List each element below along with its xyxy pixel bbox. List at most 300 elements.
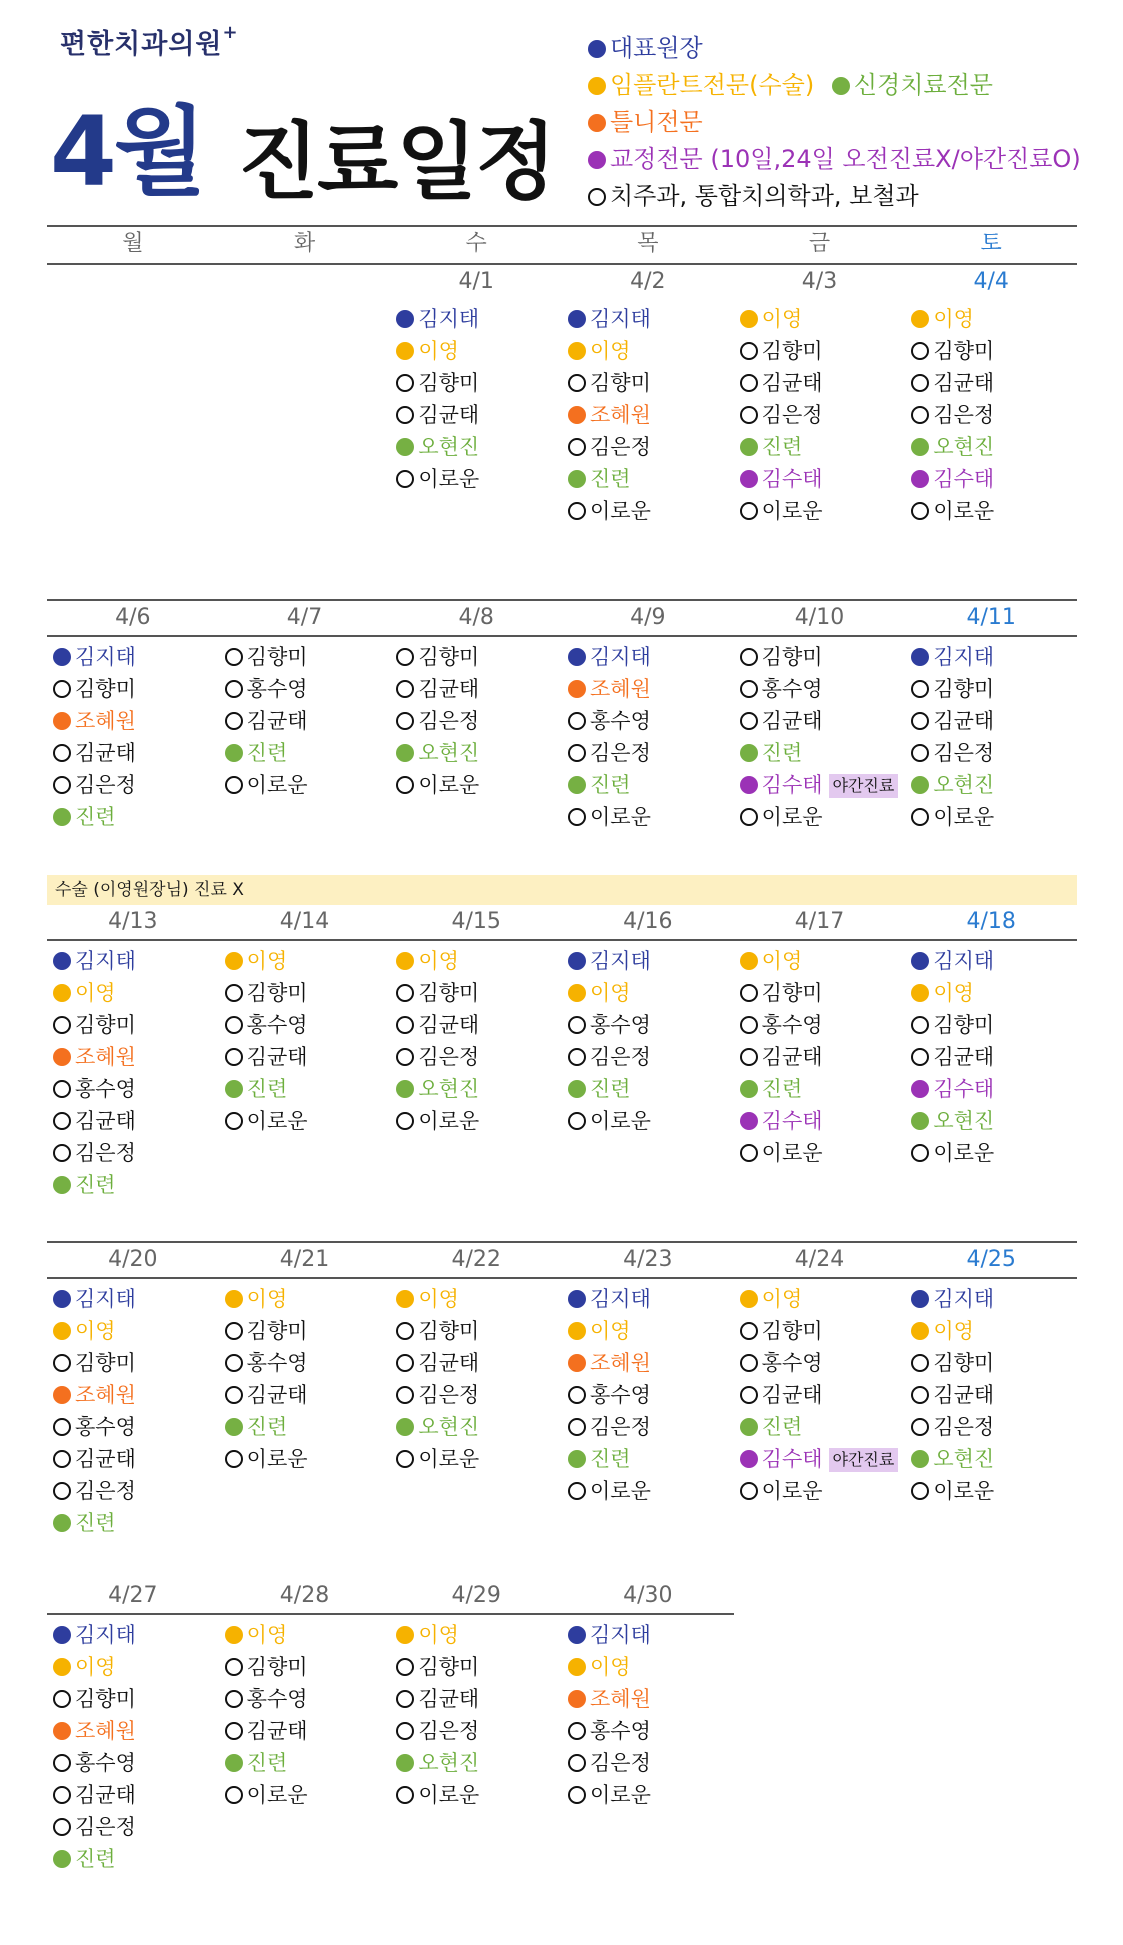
doctor-name: 이로운 xyxy=(418,1447,480,1471)
yellow-dot-icon xyxy=(588,77,606,95)
doctor-entry xyxy=(390,1073,562,1105)
doctor-name: 이로운 xyxy=(418,1783,480,1807)
green-dot-icon xyxy=(568,1450,586,1468)
doctor-entry xyxy=(562,769,734,801)
doctor-entry xyxy=(47,801,219,833)
doctor-entry xyxy=(562,1475,734,1507)
doctor-name: 이영 xyxy=(761,1287,803,1311)
blue-dot-icon xyxy=(396,310,414,328)
doctor-entry xyxy=(562,335,734,367)
doctor-name: 이로운 xyxy=(761,1479,823,1503)
empty-circle-icon xyxy=(225,680,243,698)
day-cell xyxy=(219,1279,391,1579)
doctor-name: 김균태 xyxy=(246,709,308,733)
empty-circle-icon xyxy=(568,502,586,520)
empty-circle-icon xyxy=(588,188,606,206)
yellow-dot-icon xyxy=(568,1322,586,1340)
doctor-entry xyxy=(734,1475,906,1507)
doctor-name: 김균태 xyxy=(75,741,136,765)
doctor-entry xyxy=(905,1283,1077,1315)
doctor-name: 김은정 xyxy=(75,773,136,797)
empty-circle-icon xyxy=(53,1690,71,1708)
empty-circle-icon xyxy=(53,776,71,794)
legend-row-representative: 대표원장 xyxy=(588,30,1108,67)
day-cell xyxy=(219,299,391,599)
doctor-entry xyxy=(905,1475,1077,1507)
doctor-entry xyxy=(905,303,1077,335)
doctor-entry xyxy=(219,1779,391,1811)
weekday-sat: 토 xyxy=(980,231,1002,256)
doctor-entry xyxy=(219,1315,391,1347)
day-cell xyxy=(219,1615,391,1945)
day-date: 4/29 xyxy=(390,1579,562,1615)
empty-circle-icon xyxy=(396,776,414,794)
doctor-entry xyxy=(905,1411,1077,1443)
doctor-name: 김균태 xyxy=(933,1045,995,1069)
doctor-name: 진련 xyxy=(246,1751,288,1775)
day-cell xyxy=(47,941,219,1241)
empty-circle-icon xyxy=(911,1048,929,1066)
empty-circle-icon xyxy=(740,1144,758,1162)
doctor-name: 홍수영 xyxy=(246,1687,308,1711)
doctor-entry xyxy=(734,431,906,463)
doctor-entry xyxy=(390,367,562,399)
doctor-name: 김균태 xyxy=(933,1383,995,1407)
empty-circle-icon xyxy=(568,1386,586,1404)
empty-circle-icon xyxy=(225,1658,243,1676)
legend-row-denture: 틀니전문 xyxy=(588,104,1108,141)
doctor-entry xyxy=(734,1073,906,1105)
doctor-name: 이로운 xyxy=(590,499,651,523)
doctor-name: 김지태 xyxy=(590,949,651,973)
empty-circle-icon xyxy=(911,374,929,392)
empty-circle-icon xyxy=(740,808,758,826)
doctor-name: 이영 xyxy=(590,1655,631,1679)
doctor-entry xyxy=(47,1475,219,1507)
doctor-name: 홍수영 xyxy=(246,1351,308,1375)
weeks-container xyxy=(47,265,1077,1945)
doctor-name: 조혜원 xyxy=(590,677,651,701)
empty-circle-icon xyxy=(740,1322,758,1340)
doctor-entry xyxy=(47,1169,219,1201)
doctor-entry xyxy=(734,1315,906,1347)
doctor-name: 김균태 xyxy=(418,403,480,427)
doctor-entry xyxy=(390,1651,562,1683)
doctor-entry xyxy=(562,705,734,737)
day-date xyxy=(734,1579,906,1613)
doctor-name: 김향미 xyxy=(418,1655,480,1679)
doctor-name: 김은정 xyxy=(418,1719,480,1743)
green-dot-icon xyxy=(911,776,929,794)
doctor-name: 이로운 xyxy=(246,773,308,797)
doctor-entry xyxy=(390,705,562,737)
day-cell xyxy=(562,637,734,867)
empty-circle-icon xyxy=(53,1016,71,1034)
doctor-name: 이영 xyxy=(246,1287,288,1311)
doctor-entry xyxy=(562,1315,734,1347)
legend-item-implant: 임플란트전문(수술) xyxy=(588,71,814,99)
green-dot-icon xyxy=(396,1754,414,1772)
doctor-entry xyxy=(734,399,906,431)
doctor-entry xyxy=(905,737,1077,769)
empty-circle-icon xyxy=(568,1112,586,1130)
day-date: 4/23 xyxy=(562,1243,734,1279)
doctor-name: 이영 xyxy=(246,1623,288,1647)
doctor-name: 오현진 xyxy=(418,1415,480,1439)
day-cell xyxy=(219,637,391,867)
doctor-name: 조혜원 xyxy=(75,1719,136,1743)
doctor-name: 이로운 xyxy=(761,1141,823,1165)
empty-circle-icon xyxy=(740,1048,758,1066)
doctor-entry xyxy=(905,1379,1077,1411)
weekday-tue: 화 xyxy=(293,231,316,256)
doctor-name: 김은정 xyxy=(418,1383,480,1407)
empty-circle-icon xyxy=(740,1016,758,1034)
doctor-entry xyxy=(219,1683,391,1715)
doctor-entry xyxy=(562,1779,734,1811)
green-dot-icon xyxy=(396,1080,414,1098)
doctor-name: 김향미 xyxy=(761,1319,823,1343)
blue-dot-icon xyxy=(53,1290,71,1308)
empty-circle-icon xyxy=(225,1322,243,1340)
doctor-name: 이영 xyxy=(418,949,459,973)
doctor-entry xyxy=(734,801,906,833)
doctor-entry xyxy=(219,1283,391,1315)
day-date: 4/7 xyxy=(219,601,391,637)
empty-circle-icon xyxy=(568,374,586,392)
day-cell xyxy=(734,941,906,1241)
doctor-entry xyxy=(905,641,1077,673)
day-cell xyxy=(562,299,734,599)
calendar xyxy=(47,225,1077,1945)
empty-circle-icon xyxy=(740,984,758,1002)
yellow-dot-icon xyxy=(225,1290,243,1308)
doctor-name: 이영 xyxy=(418,1287,459,1311)
doctor-name: 김수태 xyxy=(761,1109,823,1133)
blue-dot-icon xyxy=(53,648,71,666)
green-dot-icon xyxy=(740,438,758,456)
empty-circle-icon xyxy=(911,1386,929,1404)
empty-circle-icon xyxy=(225,1450,243,1468)
doctor-name: 이영 xyxy=(418,339,459,363)
doctor-entry xyxy=(905,673,1077,705)
doctor-entry xyxy=(47,1411,219,1443)
doctor-name: 김지태 xyxy=(590,307,651,331)
doctor-entry xyxy=(219,1009,391,1041)
doctor-entry xyxy=(47,1651,219,1683)
yellow-dot-icon xyxy=(740,1290,758,1308)
doctor-entry xyxy=(219,1747,391,1779)
day-cell xyxy=(390,1279,562,1579)
doctor-name: 홍수영 xyxy=(75,1751,136,1775)
doctor-name: 김은정 xyxy=(933,403,995,427)
doctor-name: 홍수영 xyxy=(590,709,651,733)
orange-dot-icon xyxy=(53,712,71,730)
doctor-name: 김지태 xyxy=(418,307,480,331)
yellow-dot-icon xyxy=(568,1658,586,1676)
doctor-entry xyxy=(47,1041,219,1073)
blue-dot-icon xyxy=(568,1290,586,1308)
empty-circle-icon xyxy=(568,1786,586,1804)
weekday-thu: 목 xyxy=(637,231,659,256)
doctor-name: 김지태 xyxy=(590,1287,651,1311)
green-dot-icon xyxy=(53,1176,71,1194)
doctor-entry xyxy=(905,1073,1077,1105)
doctor-name: 이영 xyxy=(933,1319,974,1343)
empty-circle-icon xyxy=(911,680,929,698)
empty-circle-icon xyxy=(396,1016,414,1034)
green-dot-icon xyxy=(740,1080,758,1098)
empty-circle-icon xyxy=(740,680,758,698)
purple-dot-icon xyxy=(911,1080,929,1098)
doctor-entry xyxy=(562,1443,734,1475)
day-date: 4/22 xyxy=(390,1243,562,1279)
doctor-entry xyxy=(47,1009,219,1041)
doctor-name: 김은정 xyxy=(418,1045,480,1069)
orange-dot-icon xyxy=(53,1722,71,1740)
doctor-name: 진련 xyxy=(761,1415,803,1439)
doctor-entry xyxy=(219,1073,391,1105)
doctor-name: 김은정 xyxy=(418,709,480,733)
doctor-name: 진련 xyxy=(75,1511,116,1535)
doctor-name: 김지태 xyxy=(933,1287,995,1311)
doctor-entry xyxy=(562,1041,734,1073)
doctor-entry xyxy=(562,1683,734,1715)
doctor-name: 김수태 xyxy=(933,467,995,491)
doctor-name: 김향미 xyxy=(761,645,823,669)
day-date: 4/8 xyxy=(390,601,562,637)
doctor-name: 김향미 xyxy=(75,1013,136,1037)
doctor-name: 김은정 xyxy=(75,1141,136,1165)
day-date: 4/14 xyxy=(219,905,391,941)
doctor-entry xyxy=(47,1811,219,1843)
doctor-name: 김은정 xyxy=(590,1415,651,1439)
doctor-name: 오현진 xyxy=(933,435,995,459)
empty-circle-icon xyxy=(568,1754,586,1772)
yellow-dot-icon xyxy=(396,342,414,360)
doctor-name: 진련 xyxy=(75,1173,116,1197)
empty-circle-icon xyxy=(53,1418,71,1436)
night-clinic-badge: 야간진료 xyxy=(829,774,899,798)
empty-circle-icon xyxy=(396,1322,414,1340)
empty-circle-icon xyxy=(911,502,929,520)
doctor-entry xyxy=(734,945,906,977)
doctor-entry xyxy=(734,1379,906,1411)
day-cell xyxy=(905,1615,1077,1945)
day-cell xyxy=(734,637,906,867)
doctor-name: 김은정 xyxy=(933,1415,995,1439)
doctor-entry xyxy=(905,1041,1077,1073)
doctor-name: 김향미 xyxy=(418,1319,480,1343)
doctor-entry xyxy=(562,399,734,431)
yellow-dot-icon xyxy=(911,984,929,1002)
doctor-name: 김균태 xyxy=(418,1351,480,1375)
doctor-entry xyxy=(390,1411,562,1443)
doctor-name: 김균태 xyxy=(75,1109,136,1133)
doctor-name: 진련 xyxy=(246,1415,288,1439)
doctor-entry xyxy=(390,769,562,801)
doctor-name: 김지태 xyxy=(590,645,651,669)
week-body-row xyxy=(47,1615,1077,1945)
doctor-entry xyxy=(562,1379,734,1411)
green-dot-icon xyxy=(568,776,586,794)
day-cell xyxy=(905,299,1077,599)
doctor-name: 김은정 xyxy=(590,741,651,765)
night-clinic-badge: 야간진료 xyxy=(829,1448,899,1472)
doctor-name: 김균태 xyxy=(246,1045,308,1069)
doctor-entry xyxy=(390,1619,562,1651)
empty-circle-icon xyxy=(225,776,243,794)
doctor-name: 김지태 xyxy=(75,1287,136,1311)
doctor-name: 김지태 xyxy=(75,949,136,973)
doctor-entry xyxy=(47,1747,219,1779)
doctor-entry xyxy=(219,1619,391,1651)
purple-dot-icon xyxy=(911,470,929,488)
doctor-entry xyxy=(734,641,906,673)
empty-circle-icon xyxy=(225,1112,243,1130)
empty-circle-icon xyxy=(396,712,414,730)
doctor-name: 이로운 xyxy=(590,1783,651,1807)
doctor-name: 김은정 xyxy=(590,1045,651,1069)
green-dot-icon xyxy=(740,744,758,762)
empty-circle-icon xyxy=(911,744,929,762)
doctor-name: 오현진 xyxy=(418,1077,480,1101)
doctor-entry xyxy=(219,769,391,801)
empty-circle-icon xyxy=(740,1386,758,1404)
yellow-dot-icon xyxy=(53,1322,71,1340)
weekday-fri: 금 xyxy=(808,231,831,256)
day-cell xyxy=(47,637,219,867)
doctor-name: 김은정 xyxy=(590,435,651,459)
doctor-entry xyxy=(390,463,562,495)
empty-circle-icon xyxy=(396,1386,414,1404)
doctor-name: 홍수영 xyxy=(761,677,823,701)
empty-circle-icon xyxy=(568,1418,586,1436)
day-date: 4/2 xyxy=(630,269,666,294)
doctor-name: 김지태 xyxy=(75,645,136,669)
doctor-name: 이영 xyxy=(590,981,631,1005)
doctor-name: 이로운 xyxy=(761,499,823,523)
empty-circle-icon xyxy=(225,1722,243,1740)
doctor-name: 오현진 xyxy=(418,435,480,459)
schedule-title: 진료일정 xyxy=(238,113,555,211)
yellow-dot-icon xyxy=(740,952,758,970)
day-cell xyxy=(905,637,1077,867)
legend-item-endo: 신경치료전문 xyxy=(832,71,993,99)
doctor-name: 이영 xyxy=(761,307,803,331)
doctor-name: 이영 xyxy=(75,1319,116,1343)
doctor-name: 진련 xyxy=(590,773,631,797)
doctor-name: 김향미 xyxy=(75,1351,136,1375)
doctor-name: 이영 xyxy=(933,307,974,331)
week-header-row xyxy=(47,905,1077,941)
purple-dot-icon xyxy=(740,1112,758,1130)
green-dot-icon xyxy=(225,1754,243,1772)
doctor-entry xyxy=(562,1651,734,1683)
doctor-entry xyxy=(734,977,906,1009)
orange-dot-icon xyxy=(568,1690,586,1708)
orange-dot-icon xyxy=(53,1386,71,1404)
empty-circle-icon xyxy=(568,808,586,826)
doctor-entry xyxy=(734,1443,906,1475)
doctor-entry xyxy=(390,335,562,367)
day-date: 4/1 xyxy=(458,269,494,294)
doctor-entry xyxy=(562,1619,734,1651)
doctor-entry xyxy=(390,1315,562,1347)
doctor-entry xyxy=(47,1507,219,1539)
doctor-entry xyxy=(219,737,391,769)
doctor-name: 김균태 xyxy=(418,677,480,701)
doctor-entry xyxy=(219,1443,391,1475)
doctor-entry xyxy=(219,1105,391,1137)
doctor-name: 이로운 xyxy=(933,1141,995,1165)
green-dot-icon xyxy=(225,1418,243,1436)
blue-dot-icon xyxy=(568,648,586,666)
doctor-entry xyxy=(734,673,906,705)
doctor-entry xyxy=(219,1651,391,1683)
doctor-name: 김지태 xyxy=(590,1623,651,1647)
doctor-name: 김향미 xyxy=(75,677,136,701)
empty-circle-icon xyxy=(225,1690,243,1708)
green-dot-icon xyxy=(53,1514,71,1532)
doctor-name: 오현진 xyxy=(418,741,480,765)
doctor-entry xyxy=(905,1105,1077,1137)
day-date: 4/15 xyxy=(390,905,562,941)
doctor-name: 김균태 xyxy=(761,1045,823,1069)
purple-dot-icon xyxy=(740,776,758,794)
doctor-name: 김균태 xyxy=(761,1383,823,1407)
green-dot-icon xyxy=(740,1418,758,1436)
doctor-name: 김지태 xyxy=(933,645,995,669)
day-date xyxy=(905,1579,1077,1613)
purple-dot-icon xyxy=(740,470,758,488)
doctor-entry xyxy=(905,1443,1077,1475)
day-cell xyxy=(562,941,734,1241)
purple-dot-icon xyxy=(740,1450,758,1468)
doctor-entry xyxy=(734,1137,906,1169)
day-cell xyxy=(905,1279,1077,1579)
day-date: 4/4 xyxy=(973,269,1009,294)
orange-dot-icon xyxy=(53,1048,71,1066)
doctor-entry xyxy=(390,641,562,673)
empty-circle-icon xyxy=(225,712,243,730)
empty-circle-icon xyxy=(396,1450,414,1468)
week-header-row xyxy=(47,265,1077,299)
doctor-name: 홍수영 xyxy=(761,1351,823,1375)
doctor-name: 김은정 xyxy=(75,1815,136,1839)
orange-dot-icon xyxy=(588,114,606,132)
doctor-entry xyxy=(390,1683,562,1715)
doctor-entry xyxy=(562,641,734,673)
green-dot-icon xyxy=(832,77,850,95)
empty-circle-icon xyxy=(911,342,929,360)
doctor-entry xyxy=(390,1747,562,1779)
day-cell xyxy=(562,1615,734,1945)
yellow-dot-icon xyxy=(740,310,758,328)
day-cell xyxy=(734,1279,906,1579)
empty-circle-icon xyxy=(568,1016,586,1034)
doctor-name: 김향미 xyxy=(590,371,651,395)
day-date: 4/30 xyxy=(562,1579,734,1615)
empty-circle-icon xyxy=(396,648,414,666)
blue-dot-icon xyxy=(911,1290,929,1308)
doctor-name: 이로운 xyxy=(761,805,823,829)
doctor-name: 조혜원 xyxy=(590,1351,651,1375)
doctor-name: 이로운 xyxy=(418,773,480,797)
doctor-name: 김향미 xyxy=(246,981,308,1005)
blue-dot-icon xyxy=(911,952,929,970)
doctor-name: 이로운 xyxy=(418,467,480,491)
